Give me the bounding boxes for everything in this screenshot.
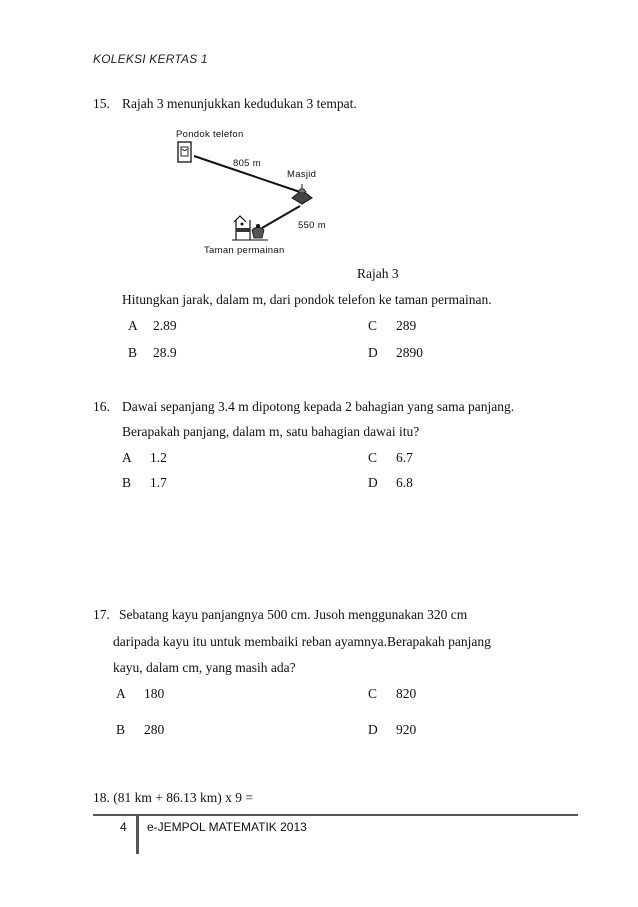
q16-option-d-value: 6.8 xyxy=(396,475,413,490)
rajah-3-figure xyxy=(170,120,330,260)
page-number: 4 xyxy=(120,820,127,834)
q16-number: 16. xyxy=(93,399,110,414)
page-header: KOLEKSI KERTAS 1 xyxy=(93,52,208,66)
q17-line2: daripada kayu itu untuk membaiki reban ayamnya.Berapakah panjang xyxy=(113,634,491,649)
q17-option-a-letter: A xyxy=(116,686,126,701)
q16-option-c-value: 6.7 xyxy=(396,450,413,465)
q17-line3: kayu, dalam cm, yang masih ada? xyxy=(113,660,296,675)
q17-option-a-value: 180 xyxy=(144,686,165,701)
label-pondok-telefon: Pondok telefon xyxy=(176,129,244,140)
label-masjid: Masjid xyxy=(287,169,317,180)
q16-option-b-value: 1.7 xyxy=(150,475,167,490)
q15-option-a-value: 2.89 xyxy=(153,318,177,333)
map-diagram xyxy=(170,120,330,260)
label-taman-permainan: Taman permainan xyxy=(204,245,285,256)
q16-line2: Berapakah panjang, dalam m, satu bahagian dawai itu? xyxy=(122,424,420,439)
q15-option-c-letter: C xyxy=(368,318,378,333)
q17-option-c-letter: C xyxy=(368,686,378,701)
q16-option-b-letter: B xyxy=(122,475,132,490)
q17-option-c-value: 820 xyxy=(396,686,417,701)
q16-line1: Dawai sepanjang 3.4 m dipotong kepada 2 bahagian yang sama panjang. xyxy=(122,399,515,414)
q17-option-b-value: 280 xyxy=(144,722,165,737)
q15-number: 15. xyxy=(93,96,110,111)
q16-option-a-value: 1.2 xyxy=(150,450,167,465)
footer-title: e-JEMPOL MATEMATIK 2013 xyxy=(147,820,307,834)
q17-number: 17. xyxy=(93,607,110,622)
label-distance-805: 805 m xyxy=(233,158,261,169)
q15-question: Hitungkan jarak, dalam m, dari pondok telefon ke taman permainan. xyxy=(122,292,492,307)
q17-option-b-letter: B xyxy=(116,722,126,737)
q15-option-b-letter: B xyxy=(128,345,138,360)
q17-line1: Sebatang kayu panjangnya 500 cm. Jusoh menggunakan 320 cm xyxy=(119,607,468,622)
footer-divider xyxy=(93,814,578,816)
phone-booth-icon xyxy=(178,142,191,162)
q16-option-a-letter: A xyxy=(122,450,132,465)
q15-option-c-value: 289 xyxy=(396,318,417,333)
q15-option-d-letter: D xyxy=(368,345,378,360)
mosque-icon xyxy=(292,184,312,204)
q15-option-a-letter: A xyxy=(128,318,138,333)
q17-option-d-value: 920 xyxy=(396,722,417,737)
q18-text: 18. (81 km + 86.13 km) x 9 = xyxy=(93,790,253,805)
q17-option-d-letter: D xyxy=(368,722,378,737)
q15-option-d-value: 2890 xyxy=(396,345,423,360)
q16-option-c-letter: C xyxy=(368,450,378,465)
q15-option-b-value: 28.9 xyxy=(153,345,177,360)
q16-option-d-letter: D xyxy=(368,475,378,490)
footer-separator xyxy=(136,816,139,854)
label-distance-550: 550 m xyxy=(298,220,326,231)
q15-text: Rajah 3 menunjukkan kedudukan 3 tempat. xyxy=(122,96,357,111)
figure-caption: Rajah 3 xyxy=(357,266,399,281)
